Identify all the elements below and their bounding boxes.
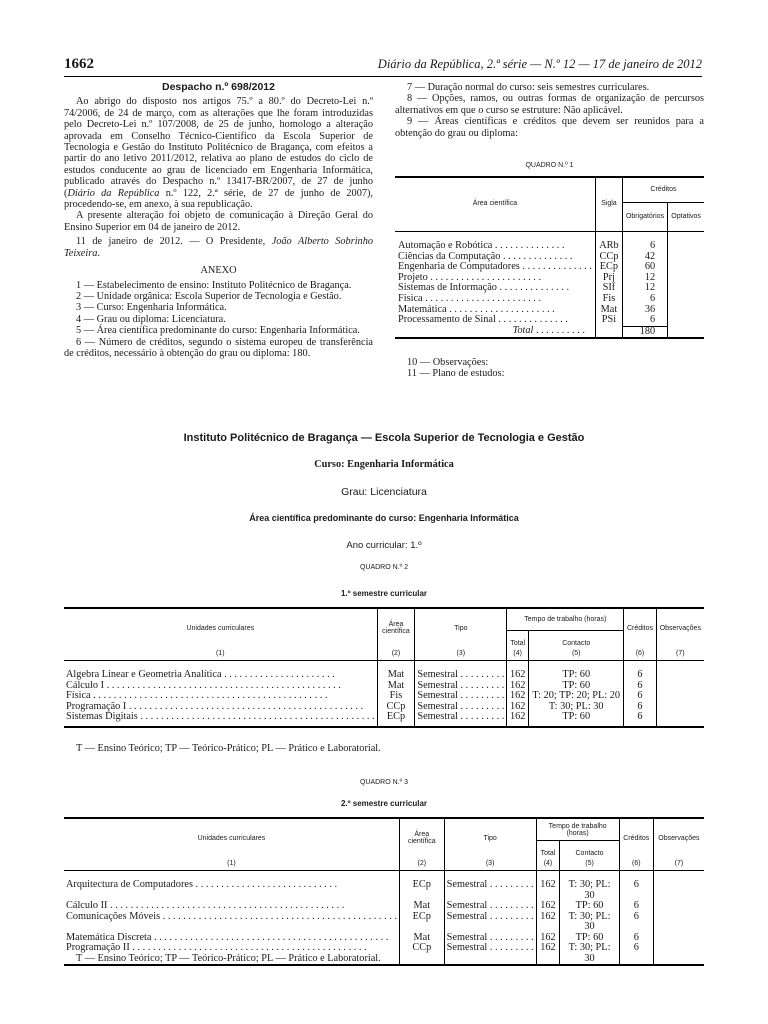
q3-row: Comunicações Móveis . . . . . . . . . . . . . . . . . . . . . . . . . . . . . . . . . . . . . . . . . . . . . . ECp Semestral . . . . . . . . . 162 T: 30; PL: 30 6 [64, 912, 704, 933]
q1-header-creditos: Créditos [622, 177, 704, 203]
left-column [64, 82, 373, 359]
despacho-signature: 11 de janeiro de 2012. — O Presidente, João Alberto Sobrinho Teixeira. [64, 236, 374, 259]
q1-row: Sistemas de Informação . . . . . . . . . . . . . . SIf 12 [395, 283, 704, 294]
q3-row: Matemática Discreta . . . . . . . . . . . . . . . . . . . . . . . . . . . . . . . . . . . . . . . . . . . . . . Mat Semestral . . . . . . . . . 162 TP: 60 6 [64, 933, 704, 944]
ano-heading: Ano curricular: 1.º [346, 540, 422, 551]
q2-row: Álgebra Linear e Geometria Analítica . . . . . . . . . . . . . . . . . . . . . . Mat Semestral . . . . . . . . . 162 TP: 60 6 [64, 670, 704, 681]
q1-header-obrig: Obrigatórios [622, 203, 667, 232]
anexo-item: 3 — Curso: Engenharia Informática. [76, 302, 227, 314]
q1-row: Matemática . . . . . . . . . . . . . . . . . . . . . Mat 36 [395, 305, 704, 316]
anexo-item: 5 — Área científica predominante do curso: Engenharia Informática. [76, 325, 360, 337]
anexo-item: 2 — Unidade orgânica: Escola Superior de Tecnologia e Gestão. [76, 290, 342, 302]
item-9: 9 — Áreas científicas e créditos que devem ser reunidos para a obtenção do grau ou diploma: [395, 116, 704, 139]
quadro3-caption: QUADRO N.º 3 [359, 779, 409, 786]
q1-header-area: Área científica [472, 200, 518, 208]
anexo-item: 6 — Número de créditos, segundo o sistema europeu de transferência de créditos, necessário à obtenção do grau ou diploma: 180. [64, 336, 373, 359]
institution-heading: Instituto Politécnico de Bragança — Escola Superior de Tecnologia e Gestão [183, 432, 585, 444]
q2-row: Física . . . . . . . . . . . . . . . . . . . . . . . . . . . . . . . . . . . . . . . . . . . . . . Fis Semestral . . . . . . . . . 162 T: 20; TP: 20; PL: 20 6 [64, 691, 704, 702]
q3-row: Programação II . . . . . . . . . . . . . . . . . . . . . . . . . . . . . . . . . . . . . . . . . . . . . . CCp Semestral . . . . . . . . . 162 T: 30; PL: 30 6 [64, 943, 704, 965]
area-heading: Área científica predominante do curso: Engenharia Informática [249, 513, 519, 523]
q3-header-tipo: Tipo [444, 818, 536, 857]
header-rule [64, 76, 702, 77]
despacho-title: Despacho n.º 698/2012 [162, 81, 275, 93]
quadro2-caption: QUADRO N.º 2 [359, 564, 409, 571]
item-7: 7 — Duração normal do curso: seis semestres curriculares. [407, 82, 650, 93]
anexo-item: 1 — Estabelecimento de ensino: Instituto Politécnico de Bragança. [76, 279, 352, 291]
item-8: 8 — Opções, ramos, ou outras formas de organização de percursos alternativos em que o curso se estruture: Não aplicável. [395, 93, 704, 116]
q1-header-opt: Optativos [668, 203, 704, 232]
q2-row: Sistemas Digitais . . . . . . . . . . . . . . . . . . . . . . . . . . . . . . . . . . . . . . . . . . . . . . ECp Semestral . . . . . . . . . 162 TP: 60 6 [64, 712, 704, 727]
anexo-item: 4 — Grau ou diploma: Licenciatura. [76, 313, 226, 325]
q2-header-tempo: Tempo de trabalho (horas) [507, 608, 624, 631]
q3-header-uc: Unidades curriculares [197, 834, 266, 842]
right-column [395, 82, 704, 139]
q2-header-area: Área científica [377, 608, 415, 647]
q2-row: Programação I . . . . . . . . . . . . . . . . . . . . . . . . . . . . . . . . . . . . . . . . . . . . . . CCp Semestral . . . . . . . . . 162 T: 30; PL: 30 6 [64, 702, 704, 713]
q3-row: Arquitectura de Computadores . . . . . . . . . . . . . . . . . . . . . . . . . . . . ECp Semestral . . . . . . . . . 162 T: 30; PL: 30 6 [64, 880, 704, 901]
quadro2-table: Unidades curriculares Área científica Tipo Tempo de trabalho (horas) Créditos Observações Total Contacto (1) (2) (3) (4) (5) (6) (7) Álgebra Linear e Geometria Analítica . . . . . . . . . . . . . . . . . . . . . . Mat Semestral . . . . . . . . . 162 TP: 60 6 Cálculo I . . . . . . . . . . . . . . . . . . . . . . . . . . . . . . . . . . . . . . . . . . . . . . Mat Semestral . . . . . . . . . 162 TP: 60 6 Física . . . . . . . . . . . . . . . . . . . . . . . . . . . . . . . . . . . . . . . . . . . . . . Fis Semestral . . . . . . . . . 162 T: 20; TP: 20; PL: 20 6 Programação I . . . . . . . . . . . . . . . . . . . . . . . . . . . . . . . . . . . . . . . . . . . . . . CCp Semestral . . . . . . . . . 162 T: 30; PL: 30 6 Sistemas Digitais . . . . . . . . . . . . . . . . . . . . . . . . . . . . . . . . . . . . . . . . . . . . . . ECp Semestral . . . . . . . . . 162 TP: 60 6 [64, 607, 704, 728]
quadro1-caption: QUADRO N.º 1 [525, 162, 574, 169]
q1-row: Ciências da Computação . . . . . . . . . . . . . . CCp 42 [395, 252, 704, 263]
right-column-after [395, 357, 704, 380]
q2-header-uc: Unidades curriculares [186, 624, 255, 632]
q3-header-tempo: Tempo de trabalho (horas) [536, 818, 619, 841]
anexo-title: ANEXO [200, 265, 237, 277]
q3-header-creditos: Créditos [619, 818, 653, 857]
quadro2-note: T — Ensino Teórico; TP — Teórico-Prático; PL — Prático e Laboratorial. [76, 743, 381, 754]
despacho-paragraph-1: Ao abrigo do disposto nos artigos 75.º a 80.º do Decreto-Lei n.º 74/2006, de 24 de março, com as alterações que lhe foram introduzidas pelo Decreto-Lei n.º 107/2008, de 25 de junho, homologo a alteração aprovada em Conselho Técnico-Científico da Escola Superior de Tecnologia e Gestão do Instituto Politécnico de Bragança, com efeitos a partir do ano letivo 2011/2012, relativa ao plano de estudos do ciclo de estudos conducente ao grau de licenciado em Engenharia Informática, publicado através do Despacho n.º 13417-BR/2007, de 27 de junho (Diário da República n.º 122, 2.ª série, de 27 de junho de 2007), procedendo-se, em anexo, à sua republicação. [64, 96, 373, 211]
curso-heading: Curso: Engenharia Informática [314, 459, 454, 470]
q2-header-creditos: Créditos [624, 608, 656, 647]
q2-row: Cálculo I . . . . . . . . . . . . . . . . . . . . . . . . . . . . . . . . . . . . . . . . . . . . . . Mat Semestral . . . . . . . . . 162 TP: 60 6 [64, 681, 704, 692]
q2-header-obs: Observações [656, 608, 704, 647]
quadro3-semester: 2.º semestre curricular [340, 799, 428, 808]
quadro3-table: Unidades curriculares Área científica Tipo Tempo de trabalho (horas) Créditos Observações Total Contacto (1) (2) (3) (4) (5) (6) (7) Arquitectura de Computadores . . . . . . . . . . . . . . . . . . . . . . . . . . . . ECp Semestral . . . . . . . . . 162 T: 30; PL: 30 6 Cálculo II . . . . . . . . . . . . . . . . . . . . . . . . . . . . . . . . . . . . . . . . . . . . . . Mat Semestral . . . . . . . . . 162 TP: 60 6 Comunicações Móveis . . . . . . . . . . . . . . . . . . . . . . . . . . . . . . . . . . . . . . . . . . . . . . ECp Semestral . . . . . . . . . 162 T: 30; PL: 30 6 Matemática Discreta . . . . . . . . . . . . . . . . . . . . . . . . . . . . . . . . . . . . . . . . . . . . . . Mat Semestral . . . . . . . . . 162 TP: 60 6 Programação II . . . . . . . . . . . . . . . . . . . . . . . . . . . . . . . . . . . . . . . . . . . . . . CCp Semestral . . . . . . . . . 162 T: 30; PL: 30 6 [64, 817, 704, 966]
q3-header-obs: Observações [653, 818, 704, 857]
quadro2-semester: 1.º semestre curricular [340, 589, 428, 598]
q1-row: Processamento de Sinal . . . . . . . . . . . . . . PSi 6 [395, 315, 704, 326]
q3-row: Cálculo II . . . . . . . . . . . . . . . . . . . . . . . . . . . . . . . . . . . . . . . . . . . . . . Mat Semestral . . . . . . . . . 162 TP: 60 6 [64, 901, 704, 912]
q1-row: Projeto . . . . . . . . . . . . . . . . . . . . . . Prj 12 [395, 273, 704, 284]
running-title: Diário da República, 2.ª série — N.º 12 — 17 de janeiro de 2012 [377, 57, 702, 71]
quadro3-note: T — Ensino Teórico; TP — Teórico-Prático; PL — Prático e Laboratorial. [76, 953, 381, 964]
q1-header-sigla: Sigla [595, 177, 622, 232]
item-11: 11 — Plano de estudos: [407, 368, 505, 380]
grau-heading: Grau: Licenciatura [341, 486, 427, 498]
q1-row: Engenharia de Computadores . . . . . . . . . . . . . . ECp 60 [395, 262, 704, 273]
q2-header-tipo: Tipo [415, 608, 507, 647]
q1-row: Física . . . . . . . . . . . . . . . . . . . . . . . Fis 6 [395, 294, 704, 305]
quadro1-table [395, 176, 704, 339]
despacho-paragraph-2: A presente alteração foi objeto de comunicação à Direção Geral do Ensino Superior em 04 de janeiro de 2012. [64, 210, 373, 233]
q1-total-row: Total . . . . . . . . . . 180 [395, 326, 704, 338]
page-number: 1662 [64, 56, 94, 72]
q1-row: Automação e Robótica . . . . . . . . . . . . . . ARb 6 [395, 241, 704, 252]
item-10: 10 — Observações: [407, 357, 489, 368]
q3-header-area: Área científica [399, 818, 444, 857]
